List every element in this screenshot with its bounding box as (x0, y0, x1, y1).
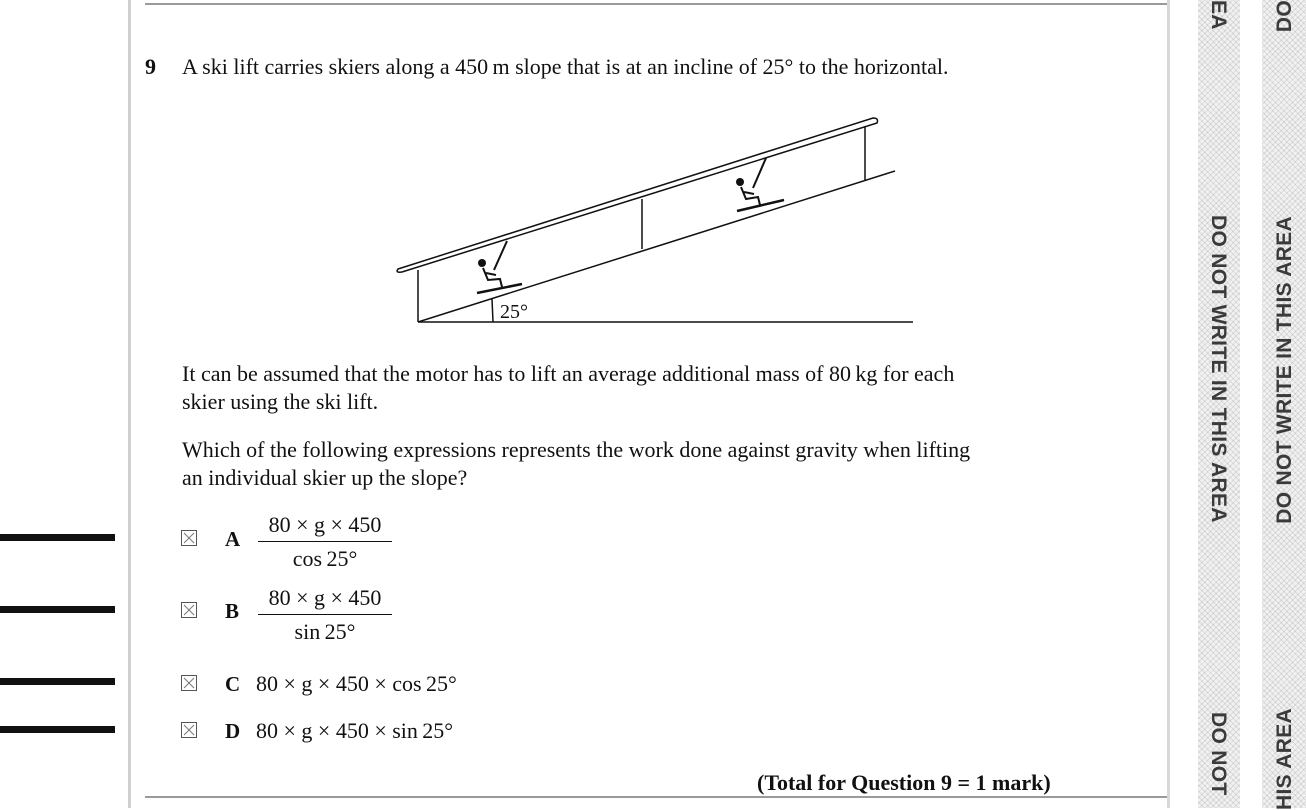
option-a-fraction (258, 512, 392, 572)
cross-icon (182, 723, 196, 737)
skier-icon (477, 241, 522, 293)
question-stem: A ski lift carries skiers along a 450 m slope that is at an incline of 25° to the horizontal. (182, 54, 949, 79)
option-a-letter: A (225, 527, 241, 551)
option-a-numerator: 80 × g × 450 (258, 512, 392, 542)
option-c-expression: 80 × g × 450 × cos 25° (256, 671, 457, 696)
margin-text-col1-bottom: DO NOT (1207, 712, 1230, 796)
option-a-denominator: cos 25° (292, 546, 358, 571)
prompt-line-1: Which of the following expressions represents the work done against gravity when lifting (182, 437, 971, 462)
option-c-checkbox[interactable] (181, 675, 197, 691)
bottom-rule (145, 796, 1167, 798)
option-d-checkbox[interactable] (181, 722, 197, 738)
cross-icon (182, 676, 196, 690)
option-b-fraction (258, 585, 392, 645)
option-d-letter: D (225, 719, 241, 743)
margin-text-col1-mid: DO NOT WRITE IN THIS AREA (1207, 215, 1230, 523)
margin-text-col2-top: DO (1273, 0, 1296, 33)
prompt-line-2: an individual skier up the slope? (182, 465, 468, 490)
cross-icon (182, 531, 196, 545)
margin-text-col1-top: EA (1207, 0, 1230, 30)
option-b-numerator: 80 × g × 450 (258, 585, 392, 615)
option-b-letter: B (225, 599, 240, 623)
option-b-denominator: sin 25° (294, 619, 356, 644)
option-b-checkbox[interactable] (181, 602, 197, 618)
option-c-letter: C (225, 672, 241, 696)
margin-text-col2-mid: DO NOT WRITE IN THIS AREA (1273, 216, 1296, 524)
option-a-checkbox[interactable] (181, 530, 197, 546)
question-number: 9 (145, 54, 156, 79)
question-total: (Total for Question 9 = 1 mark) (757, 770, 1051, 795)
assumption-line-1: It can be assumed that the motor has to lift an average additional mass of 80 kg for each (182, 361, 955, 386)
cross-icon (182, 603, 196, 617)
skier-icon (736, 158, 784, 211)
assumption-line-2: skier using the ski lift. (182, 389, 379, 414)
angle-label: 25° (500, 301, 528, 323)
margin-text-col2-bottom: HIS AREA (1273, 708, 1296, 810)
option-d-expression: 80 × g × 450 × sin 25° (256, 718, 454, 743)
